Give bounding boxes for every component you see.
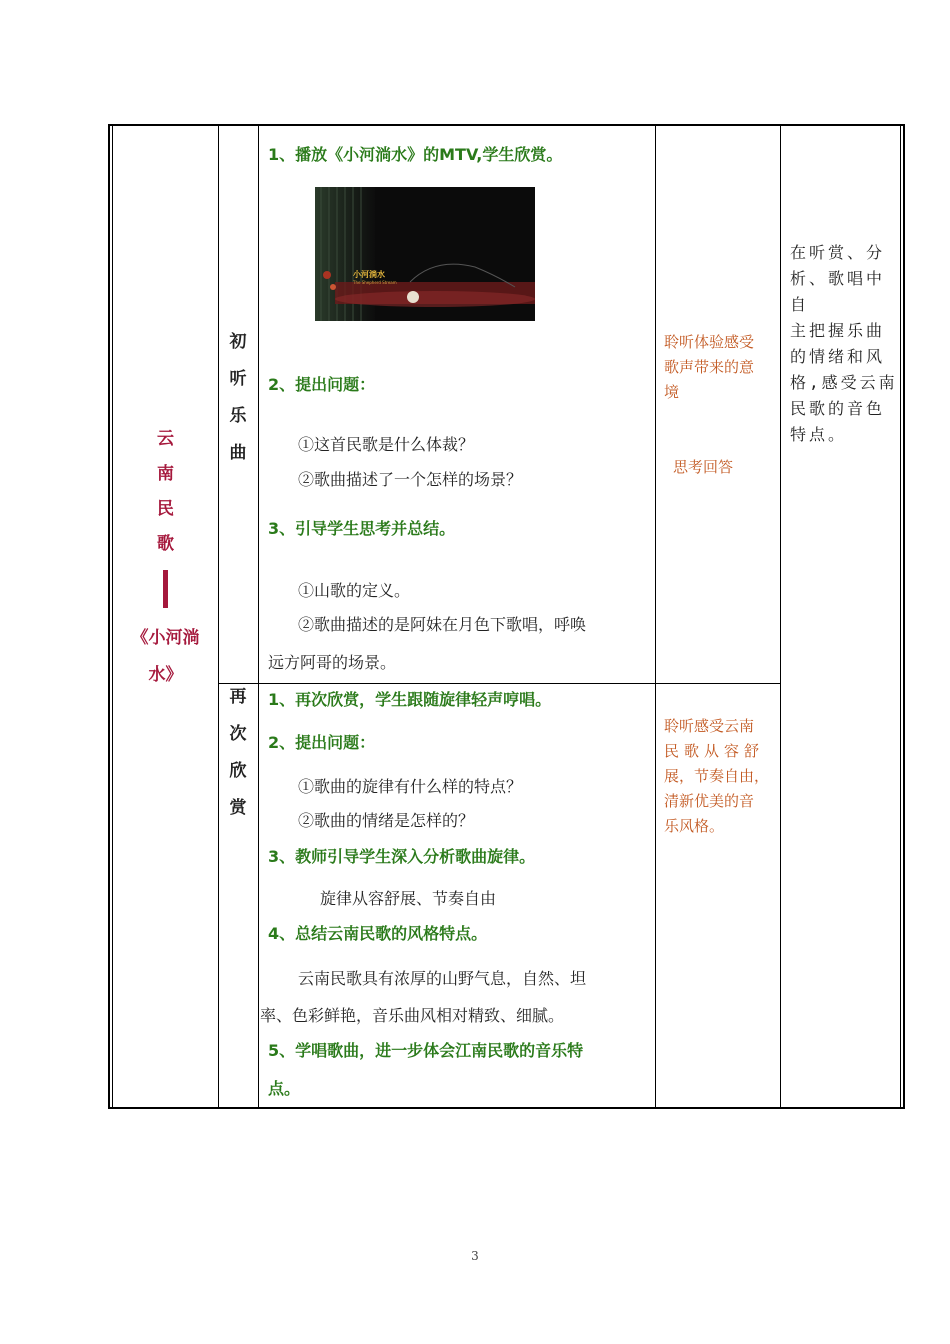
divider-bar <box>163 570 168 608</box>
stage2-item5: 5、学唱歌曲，进一步体会江南民歌的音乐特 <box>268 1041 584 1060</box>
video-subtitle: The Shepherd Stream <box>353 280 397 285</box>
stage-scene <box>315 187 535 321</box>
stage1-item1: 1、播放《小河淌水》的MTV,学生欣赏。 <box>268 145 563 164</box>
question: ②歌曲描述了一个怎样的场景？ <box>298 470 523 489</box>
stage2-item2: 2、提出问题： <box>268 733 376 752</box>
stage2-item3: 3、教师引导学生深入分析歌曲旋律。 <box>268 847 536 866</box>
topic-char: 云 <box>157 429 174 449</box>
stage1-student-activity: 聆听体验感受 歌声带来的意 境 <box>664 333 755 401</box>
lesson-table <box>108 124 905 1109</box>
topic-char: 民 <box>157 499 174 519</box>
video-title: 小河淌水 <box>353 270 385 279</box>
stage2-label: 再 次 欣 赏 <box>229 687 247 818</box>
stage2-item1: 1、再次欣赏，学生跟随旋律轻声哼唱。 <box>268 690 552 709</box>
topic-column <box>113 422 218 694</box>
stage2-item5: 点。 <box>268 1079 301 1098</box>
answer: ②歌曲描述的是阿妹在月色下歌唱，呼唤 <box>298 615 587 634</box>
question: ①歌曲的旋律有什么样的特点？ <box>298 777 523 796</box>
song-title: 《小河淌 <box>131 628 200 648</box>
question: ②歌曲的情绪是怎样的？ <box>298 811 475 830</box>
topic-char: 歌 <box>157 534 174 554</box>
answer: 旋律从容舒展、节奏自由 <box>320 889 497 908</box>
summary: 率、色彩鲜艳，音乐曲风相对精致、细腻。 <box>260 1006 565 1025</box>
stage1-item2: 2、提出问题： <box>268 375 376 394</box>
mtv-video-thumbnail[interactable] <box>315 187 535 321</box>
summary: 云南民歌具有浓厚的山野气息，自然、坦 <box>298 969 587 988</box>
question: ①这首民歌是什么体裁？ <box>298 435 475 454</box>
stage1-label: 初 听 乐 曲 <box>229 332 247 463</box>
song-title: 水》 <box>148 665 183 685</box>
answer: ①山歌的定义。 <box>298 581 411 600</box>
teaching-goal: 在听赏、分 析、歌唱中自 主把握乐曲 的情绪和风 格,感受云南 民歌的音色 特点。 <box>790 243 898 444</box>
stage2-item4: 4、总结云南民歌的风格特点。 <box>268 924 488 943</box>
topic-char: 南 <box>157 464 174 484</box>
answer: 远方阿哥的场景。 <box>268 653 397 672</box>
stage1-student-think: 思考回答 <box>673 458 734 476</box>
stage2-student-activity: 聆听感受云南 民歌从容舒 展，节奏自由， 清新优美的音 乐风格。 <box>664 717 770 835</box>
page-number: 3 <box>471 1249 479 1263</box>
stage1-item3: 3、引导学生思考并总结。 <box>268 519 456 538</box>
